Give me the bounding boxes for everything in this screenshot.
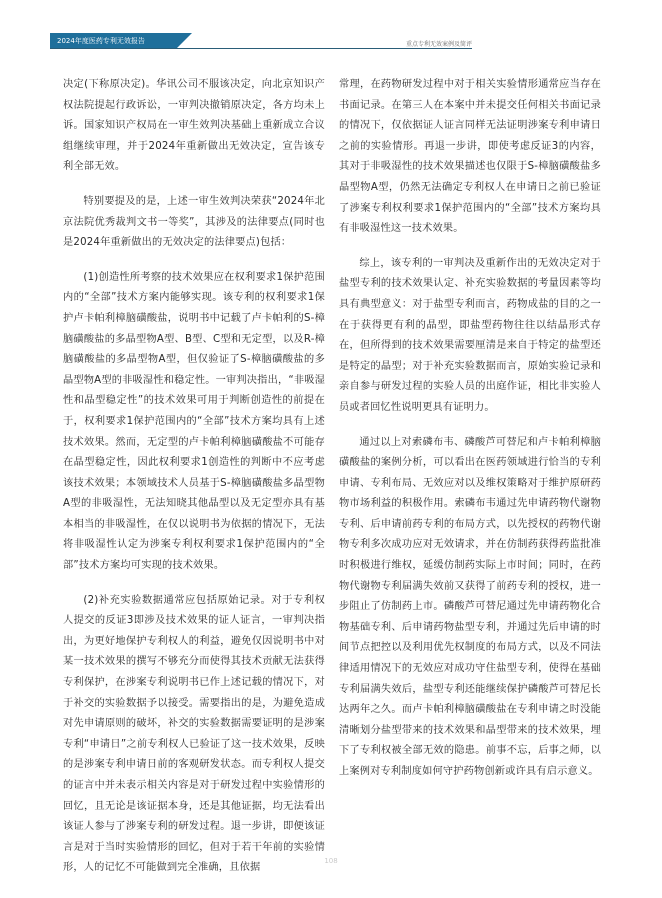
report-title-tab-tail [176, 33, 192, 49]
paragraph: (2)补充实验数据通常应包括原始记录。对于专利权人提交的反证3即涉及技术效果的证人证言，一审判决指出，为更好地保护专利权人的利益，避免仅因说明书中对某一技术效果的撰写不够充分而使得其技术贡献无法获得专利保护，在涉案专利说明书已作上述记载的情况下，对于补交的实验数据予以接受。需要指出的是，为避免造成对先申请原则的破坏，补交的实验数据需要证明的是涉案专利“申请日”之前专利权人已验证了这一技术效果，反映的是涉案专利申请日前的客观研发状态。而专利权人提交的证言中并未表示相关内容是对于研发过程中实验情形的回忆，且无论是该证据本身，还是其他证据，均无法看出该证人参与了涉案专利的研发过程。退一步讲，即便该证言是对于当时实验情形的回忆，但对于若干年前的实验情形，人的记忆不可能做到完全准确，且依据 [63, 594, 325, 874]
section-title: 重点专利无效案例及简评 [405, 41, 472, 48]
report-title: 2024年度医药专利无效报告 [57, 37, 145, 45]
paragraph: 常理，在药物研发过程中对于相关实验情形通常应当存在书面记录。在第三人在本案中并未提交任何相关书面记录的情况下，仅依据证人证言同样无法证明涉案专利申请日之前的实验情形。再退一步讲，即使考虑反证3的内容，其对于非吸湿性的技术效果描述也仅限于S-樟脑磺酸盐多晶型物A型，仍然无法确定专利权人在申请日之前已验证了涉案专利权利要求1保护范围内的“全部”技术方案均具有非吸湿性这一技术效果。 [339, 79, 601, 235]
paragraph: (1)创造性所考察的技术效果应在权利要求1保护范围内的“全部”技术方案内能够实现。该专利的权利要求1保护卢卡帕利樟脑磺酸盐，说明书中记载了卢卡帕利的S-樟脑磺酸盐的多晶型物A型、B型、C型和无定型，以及R-樟脑磺酸盐的多晶型物A型，但仅验证了S-樟脑磺酸盐的多晶型物A型的非吸湿性和稳定性。一审判决指出，“非吸湿性和晶型稳定性”的技术效果可用于判断创造性的前提在于，权利要求1保护范围内的“全部”技术方案均具有上述技术效果。然而，无定型的卢卡帕利樟脑磺酸盐不可能存在晶型稳定性，因此权利要求1创造性的判断中不应考虑该技术效果；本领域技术人员基于S-樟脑磺酸盐多晶型物A型的非吸湿性，无法知晓其他晶型以及无定型亦具有基本相当的非吸湿性，在仅以说明书为依据的情况下，无法将非吸湿性认定为涉案专利权利要求1保护范围内的“全部”技术方案均可实现的技术效果。 [63, 271, 325, 572]
report-title-tab [50, 33, 176, 49]
paragraph: 决定(下称原决定)。华讯公司不服该决定，向北京知识产权法院提起行政诉讼，一审判决撤销原决定，各方均未上诉。国家知识产权局在一审生效判决基础上重新成立合议组继续审理，并于2024年重新做出无效决定，宣告该专利全部无效。 [63, 79, 325, 173]
paragraph: 综上，该专利的一审判决及重新作出的无效决定对于盐型专利的技术效果认定、补充实验数据的考量因素等均具有典型意义：对于盐型专利而言，药物成盐的目的之一在于获得更有利的晶型，即盐型药物往往以结晶形式存在，但所得到的技术效果需要厘清是来自于特定的盐型还是特定的晶型；对于补充实验数据而言，原始实验记录和亲自参与研发过程的实验人员的出庭作证，相比非实验人员或者回忆性说明更具有证明力。 [339, 257, 601, 413]
left-column [63, 75, 325, 893]
header-rule [50, 48, 472, 49]
page-header [50, 33, 472, 49]
paragraph: 特别要提及的是，上述一审生效判决荣获“2024年北京法院优秀裁判文书一等奖”，其涉及的法律要点(同时也是2024年重新做出的无效决定的法律要点)包括： [63, 195, 325, 249]
paragraph: 通过以上对索磷布韦、磷酸芦可替尼和卢卡帕利樟脑磺酸盐的案例分析，可以看出在医药领域进行恰当的专利申请、专利布局、无效应对以及维权策略对于维护原研药物市场利益的积极作用。索磷布韦通过先申请药物代谢物专利、后申请前药专利的布局方式，以先授权的药物代谢物专利多次成功应对无效请求，并在仿制药获得药监批准时积极进行维权，延缓仿制药实际上市时间；同时，在药物代谢物专利届满失效前又获得了前药专利的授权，进一步阻止了仿制药上市。磷酸芦可替尼通过先申请药物化合物基础专利、后申请药物盐型专利，并通过先后申请的时间节点把控以及利用优先权制度的布局方式，以及不同法律适用情况下的无效应对成功守住盐型专利，使得在基础专利届满失效后，盐型专利还能继续保护磷酸芦可替尼长达两年之久。而卢卡帕利樟脑磺酸盐在专利申请之时没能清晰划分盐型带来的技术效果和晶型带来的技术效果，埋下了专利权被全部无效的隐患。前事不忘，后事之师，以上案例对专利制度如何守护药物创新或许具有启示意义。 [339, 436, 601, 777]
page-number: 108 [324, 857, 338, 865]
right-column [339, 75, 601, 797]
